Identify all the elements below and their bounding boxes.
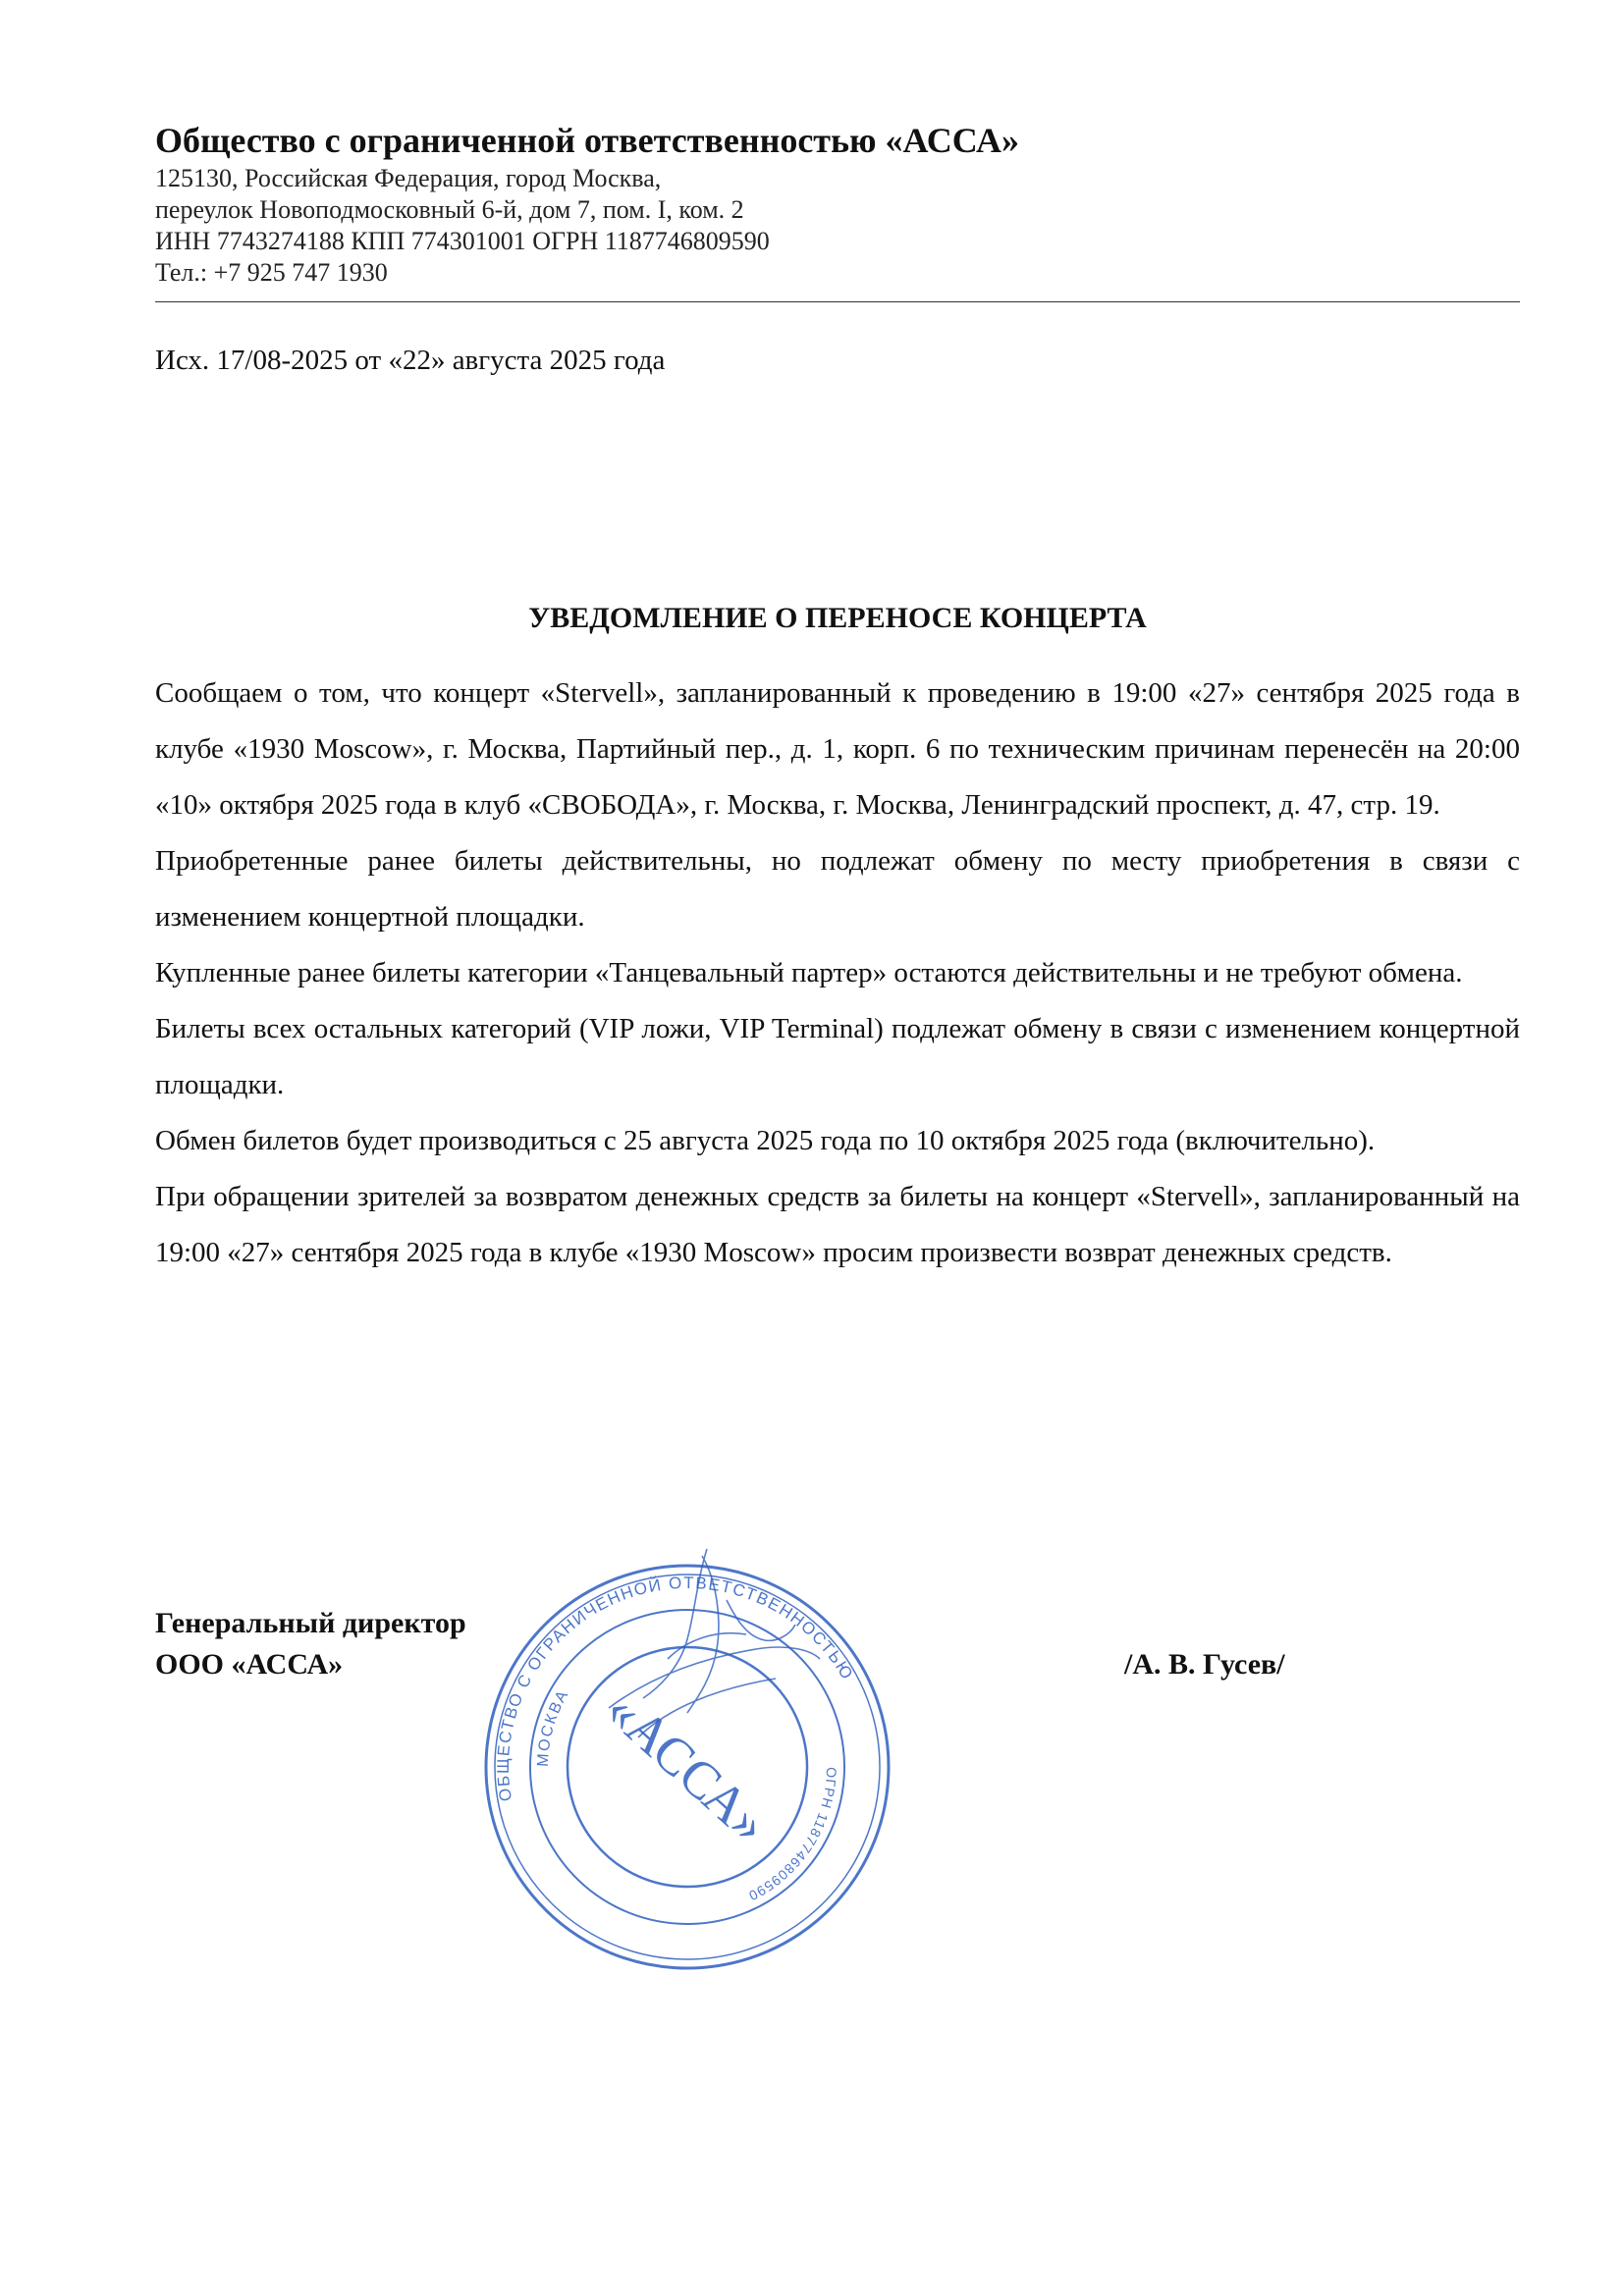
document-body <box>155 666 1520 1281</box>
seal-ogrn: ОГРН 1187746809590 <box>745 1766 840 1905</box>
signatory-name: /А. В. Гусев/ <box>1124 1648 1285 1681</box>
paragraph: Обмен билетов будет производиться с 25 августа 2025 года по 10 октября 2025 года (включительно). <box>155 1125 1376 1156</box>
signatory-block <box>155 1603 466 1685</box>
paragraph: Сообщаем о том, что концерт «Stervell», запланированный к проведению в 19:00 «27» сентября 2025 года в клубе «1930 Moscow», г. Москва, Партийный пер., д. 1, корп. 6 по техническим причинам перенесён на 20:00 «10» октября 2025 года в клуб «СВОБОДА», г. Москва, г. Москва, Ленинградский проспект, д. 47, стр. 19. <box>155 677 1520 821</box>
handwritten-signature <box>550 1541 844 1796</box>
requisites: ИНН 7743274188 КПП 774301001 ОГРН 1187746809590 <box>155 227 770 255</box>
seal-city: МОСКВА <box>534 1686 573 1768</box>
signatory-company: ООО «АССА» <box>155 1648 344 1681</box>
letterhead-divider <box>155 301 1520 302</box>
paragraph: Купленные ранее билеты категории «Танцевальный партер» остаются действительны и не требуют обмена. <box>155 957 1463 988</box>
document-title: УВЕДОМЛЕНИЕ О ПЕРЕНОСЕ КОНЦЕРТА <box>528 602 1147 634</box>
organization-name: Общество с ограниченной ответственностью «АССА» <box>155 121 1019 160</box>
address-line-1: 125130, Российская Федерация, город Москва, <box>155 164 662 192</box>
address-line-2: переулок Новоподмосковный 6-й, дом 7, пом. I, ком. 2 <box>155 195 744 224</box>
paragraph: Приобретенные ранее билеты действительны, но подлежат обмену по месту приобретения в связи с изменением концертной площадки. <box>155 845 1520 933</box>
outgoing-reference: Исх. 17/08-2025 от «22» августа 2025 года <box>155 345 666 376</box>
seal-ring-text: ОБЩЕСТВО С ОГРАНИЧЕННОЙ ОТВЕТСТВЕННОСТЬЮ <box>493 1573 857 1803</box>
phone: Тел.: +7 925 747 1930 <box>155 258 388 287</box>
signatory-position: Генеральный директор <box>155 1607 466 1639</box>
letterhead <box>155 120 1520 289</box>
seal-center-text: «АССА» <box>595 1680 780 1854</box>
paragraph: Билеты всех остальных категорий (VIP ложи, VIP Terminal) подлежат обмену в связи с изменением концертной площадки. <box>155 1013 1520 1100</box>
paragraph: При обращении зрителей за возвратом денежных средств за билеты на концерт «Stervell», запланированный на 19:00 «27» сентября 2025 года в клубе «1930 Moscow» просим произвести возврат денежных средств. <box>155 1181 1520 1268</box>
